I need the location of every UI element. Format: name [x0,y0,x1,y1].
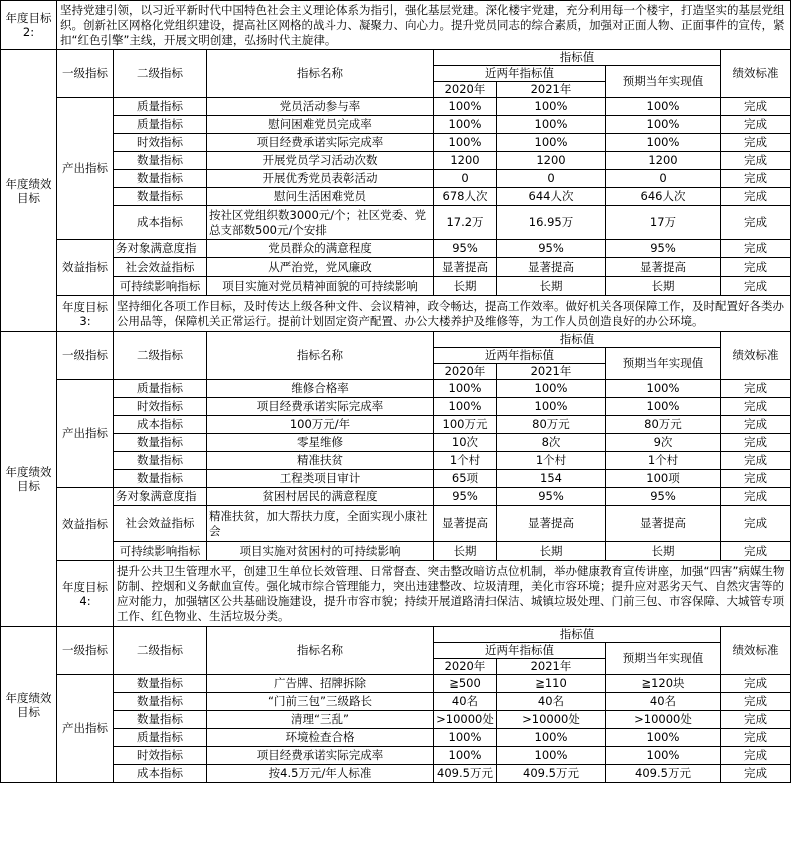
v2021-cell: 95% [497,240,606,258]
name-cell: 按社区党组织数3000元/个；社区党委、党总支部数500元/个安排 [207,206,434,240]
standard-cell: 完成 [721,693,791,711]
v2020-cell: >10000处 [434,711,497,729]
name-header: 指标名称 [207,627,434,675]
level2-cell: 时效指标 [114,134,207,152]
v2021-cell: 16.95万 [497,206,606,240]
table-row [1,765,791,783]
name-cell: 维修合格率 [207,380,434,398]
goal2-label: 年度目标2: [1,1,57,50]
level2-cell: 社会效益指标 [114,506,207,542]
name-cell: 广告牌、招牌拆除 [207,675,434,693]
expected-cell: 95% [606,488,721,506]
level2-header: 二级指标 [114,627,207,675]
expected-cell: 409.5万元 [606,765,721,783]
name-cell: 清理“三乱” [207,711,434,729]
standard-cell: 完成 [721,488,791,506]
level2-cell: 质量指标 [114,116,207,134]
goal3-label: 年度目标3: [57,296,114,332]
v2020-cell: 10次 [434,434,497,452]
v2020-cell: 65项 [434,470,497,488]
v2021-cell: 8次 [497,434,606,452]
v2021-cell: >10000处 [497,711,606,729]
expected-cell: 100% [606,116,721,134]
v2021-cell: 40名 [497,693,606,711]
expected-cell: ≧120块 [606,675,721,693]
recent-header: 近两年指标值 [434,66,606,82]
v2021-cell: 1个村 [497,452,606,470]
name-cell: “门前三包”三级路长 [207,693,434,711]
standard-cell: 完成 [721,747,791,765]
goal3-description: 坚持细化各项工作目标，及时传达上级各种文件、会议精神，政令畅达，提高工作效率。做好机关各项保障工作，及时配置好各类办公用品等，保障机关正常运行。提前计划固定资产配置、办公大楼养护及维修等，为工作人员创造良好的办公环境。 [114,296,791,332]
output-category: 产出指标 [57,675,114,783]
v2020-cell: 409.5万元 [434,765,497,783]
level2-cell: 数量指标 [114,711,207,729]
v2020-cell: 显著提高 [434,506,497,542]
v2021-cell: 长期 [497,277,606,296]
name-cell: 贫困村居民的满意程度 [207,488,434,506]
v2020-cell: 显著提高 [434,258,497,277]
name-cell: 环境检查合格 [207,729,434,747]
v2020-cell: 长期 [434,277,497,296]
expected-cell: 100% [606,729,721,747]
table-row [1,277,791,296]
v2021-cell: 80万元 [497,416,606,434]
goal4-label: 年度目标4: [57,561,114,627]
name-cell: 从严治党，党风廉政 [207,258,434,277]
standard-cell: 完成 [721,711,791,729]
expected-cell: 17万 [606,206,721,240]
expected-header: 预期当年实现值 [606,66,721,98]
level2-cell: 务对象满意度指 [114,488,207,506]
name-header: 指标名称 [207,50,434,98]
v2021-cell: 100% [497,98,606,116]
level2-cell: 成本指标 [114,206,207,240]
name-cell: 慰问生活困难党员 [207,188,434,206]
level2-header: 二级指标 [114,50,207,98]
v2021-cell: ≧110 [497,675,606,693]
table-row [1,258,791,277]
expected-cell: 100项 [606,470,721,488]
table-row [1,98,791,116]
table-row [1,170,791,188]
goal4-row [1,561,791,627]
perf-target-label: 年度绩效目标 [1,332,57,627]
standard-cell: 完成 [721,434,791,452]
standard-cell: 完成 [721,134,791,152]
v2020-cell: 100% [434,747,497,765]
v2021-cell: 0 [497,170,606,188]
v2020-cell: 678人次 [434,188,497,206]
expected-cell: 显著提高 [606,258,721,277]
value-header: 指标值 [434,50,721,66]
expected-cell: 100% [606,747,721,765]
table-row [1,206,791,240]
header-row-1 [1,332,791,348]
level2-cell: 社会效益指标 [114,258,207,277]
v2020-cell: ≧500 [434,675,497,693]
expected-cell: 0 [606,170,721,188]
level2-cell: 数量指标 [114,470,207,488]
level2-cell: 务对象满意度指 [114,240,207,258]
expected-cell: 95% [606,240,721,258]
name-cell: 党员群众的满意程度 [207,240,434,258]
name-cell: 100万元/年 [207,416,434,434]
year2021-header: 2021年 [497,82,606,98]
table-row [1,380,791,398]
expected-cell: 长期 [606,542,721,561]
table-row [1,470,791,488]
table-row [1,416,791,434]
name-cell: 开展优秀党员表彰活动 [207,170,434,188]
benefit-category: 效益指标 [57,240,114,296]
level2-cell: 时效指标 [114,747,207,765]
level2-cell: 数量指标 [114,170,207,188]
level1-header: 一级指标 [57,332,114,380]
table-row [1,188,791,206]
perf-target-label: 年度绩效目标 [1,50,57,332]
level2-cell: 可持续影响指标 [114,542,207,561]
level2-cell: 质量指标 [114,98,207,116]
name-cell: 项目实施对党员精神面貌的可持续影响 [207,277,434,296]
name-cell: 零星维修 [207,434,434,452]
goal2-row [1,1,791,50]
year2020-header: 2020年 [434,364,497,380]
v2020-cell: 100万元 [434,416,497,434]
year2020-header: 2020年 [434,659,497,675]
year2021-header: 2021年 [497,659,606,675]
v2020-cell: 100% [434,116,497,134]
v2021-cell: 长期 [497,542,606,561]
name-cell: 项目经费承诺实际完成率 [207,747,434,765]
level1-header: 一级指标 [57,627,114,675]
year2021-header: 2021年 [497,364,606,380]
level1-header: 一级指标 [57,50,114,98]
expected-cell: 9次 [606,434,721,452]
v2021-cell: 100% [497,380,606,398]
v2020-cell: 17.2万 [434,206,497,240]
table-row [1,693,791,711]
output-category: 产出指标 [57,380,114,488]
table-row [1,240,791,258]
level2-cell: 时效指标 [114,398,207,416]
value-header: 指标值 [434,627,721,643]
expected-cell: 1200 [606,152,721,170]
name-cell: 项目经费承诺实际完成率 [207,398,434,416]
header-row-1 [1,50,791,66]
standard-cell: 完成 [721,542,791,561]
v2020-cell: 1200 [434,152,497,170]
standard-cell: 完成 [721,452,791,470]
output-category: 产出指标 [57,98,114,240]
name-cell: 工程类项目审计 [207,470,434,488]
v2021-cell: 100% [497,747,606,765]
expected-cell: 80万元 [606,416,721,434]
expected-cell: 长期 [606,277,721,296]
standard-cell: 完成 [721,188,791,206]
expected-cell: 100% [606,98,721,116]
benefit-category: 效益指标 [57,488,114,561]
standard-cell: 完成 [721,470,791,488]
name-header: 指标名称 [207,332,434,380]
goal4-description: 提升公共卫生管理水平，创建卫生单位长效管理、日常督查、突击整改暗访点位机制，举办健康教育宣传讲座，加强“四害”病媒生物防制、控烟和义务献血宣传。强化城市综合管理能力，突出违建整改、垃圾清理，美化市容环境；提升应对恶劣天气、自然灾害等的应对能力，加强辖区公共基础设施建设，提升市容市貌；持续开展道路清扫保洁、城镇垃圾处理、门前三包、市容保障、大城管专项工作、红色物业、生活垃圾分类。 [114,561,791,627]
level2-cell: 数量指标 [114,693,207,711]
standard-cell: 完成 [721,380,791,398]
v2020-cell: 长期 [434,542,497,561]
expected-cell: >10000处 [606,711,721,729]
table-row [1,506,791,542]
v2021-cell: 1200 [497,152,606,170]
level2-cell: 质量指标 [114,729,207,747]
standard-cell: 完成 [721,729,791,747]
name-cell: 精准扶贫 [207,452,434,470]
goal2-description: 坚持党建引领，以习近平新时代中国特色社会主义理论体系为指引，强化基层党建。深化楼宇党建，充分利用每一个楼宇，打造坚实的基层党组织。创新社区网格化党组织建设，提高社区网格的战斗力、凝聚力、向心力。提升党员同志的综合素质，加强对正面人物、正面事件的宣传，紧扣“红色引擎”主线，开展文明创建，弘扬时代主旋律。 [57,1,791,50]
name-cell: 慰问困难党员完成率 [207,116,434,134]
v2020-cell: 95% [434,488,497,506]
table-row [1,434,791,452]
v2021-cell: 644人次 [497,188,606,206]
standard-cell: 完成 [721,765,791,783]
standard-cell: 完成 [721,206,791,240]
standard-cell: 完成 [721,116,791,134]
v2020-cell: 0 [434,170,497,188]
v2021-cell: 100% [497,116,606,134]
standard-cell: 完成 [721,398,791,416]
table-row [1,134,791,152]
standard-cell: 完成 [721,152,791,170]
table-row [1,398,791,416]
v2020-cell: 100% [434,398,497,416]
standard-header: 绩效标准 [721,332,791,380]
table-row [1,729,791,747]
table-row [1,542,791,561]
goal3-row [1,296,791,332]
expected-cell: 显著提高 [606,506,721,542]
value-header: 指标值 [434,332,721,348]
level2-cell: 成本指标 [114,765,207,783]
table-row [1,152,791,170]
v2021-cell: 154 [497,470,606,488]
standard-cell: 完成 [721,277,791,296]
v2020-cell: 95% [434,240,497,258]
expected-cell: 100% [606,134,721,152]
expected-cell: 646人次 [606,188,721,206]
standard-cell: 完成 [721,675,791,693]
standard-cell: 完成 [721,240,791,258]
table-row [1,675,791,693]
v2021-cell: 95% [497,488,606,506]
v2021-cell: 100% [497,134,606,152]
table-row [1,488,791,506]
level2-header: 二级指标 [114,332,207,380]
standard-cell: 完成 [721,258,791,277]
table-row [1,116,791,134]
recent-header: 近两年指标值 [434,348,606,364]
level2-cell: 数量指标 [114,188,207,206]
table-row [1,711,791,729]
table-row [1,747,791,765]
name-cell: 项目实施对贫困村的可持续影响 [207,542,434,561]
standard-header: 绩效标准 [721,627,791,675]
v2020-cell: 1个村 [434,452,497,470]
standard-cell: 完成 [721,506,791,542]
level2-cell: 数量指标 [114,434,207,452]
standard-header: 绩效标准 [721,50,791,98]
standard-cell: 完成 [721,416,791,434]
v2021-cell: 100% [497,729,606,747]
v2020-cell: 100% [434,134,497,152]
v2021-cell: 显著提高 [497,258,606,277]
expected-header: 预期当年实现值 [606,643,721,675]
perf-target-label: 年度绩效目标 [1,627,57,783]
name-cell: 精准扶贫，加大帮扶力度，全面实现小康社会 [207,506,434,542]
level2-cell: 数量指标 [114,675,207,693]
year2020-header: 2020年 [434,82,497,98]
header-row-1 [1,627,791,643]
name-cell: 党员活动参与率 [207,98,434,116]
expected-cell: 1个村 [606,452,721,470]
v2021-cell: 409.5万元 [497,765,606,783]
v2021-cell: 100% [497,398,606,416]
name-cell: 按4.5万元/年人标准 [207,765,434,783]
level2-cell: 数量指标 [114,452,207,470]
standard-cell: 完成 [721,170,791,188]
expected-cell: 40名 [606,693,721,711]
expected-cell: 100% [606,380,721,398]
level2-cell: 成本指标 [114,416,207,434]
v2020-cell: 100% [434,729,497,747]
name-cell: 项目经费承诺实际完成率 [207,134,434,152]
standard-cell: 完成 [721,98,791,116]
level2-cell: 数量指标 [114,152,207,170]
v2020-cell: 100% [434,98,497,116]
recent-header: 近两年指标值 [434,643,606,659]
level2-cell: 可持续影响指标 [114,277,207,296]
table-row [1,452,791,470]
expected-header: 预期当年实现值 [606,348,721,380]
level2-cell: 质量指标 [114,380,207,398]
name-cell: 开展党员学习活动次数 [207,152,434,170]
v2021-cell: 显著提高 [497,506,606,542]
v2020-cell: 40名 [434,693,497,711]
v2020-cell: 100% [434,380,497,398]
expected-cell: 100% [606,398,721,416]
